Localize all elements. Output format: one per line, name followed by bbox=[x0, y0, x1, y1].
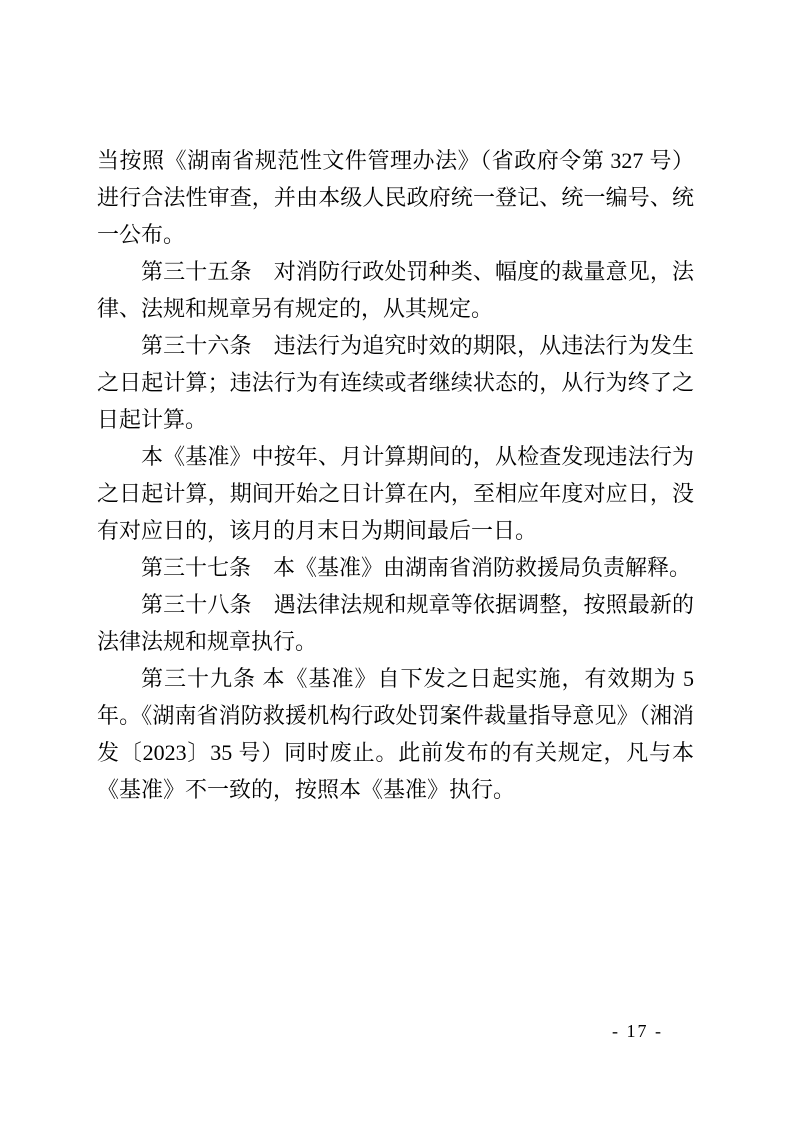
paragraph: 第三十六条 违法行为追究时效的期限，从违法行为发生之日起计算；违法行为有连续或者继续状态的，从行为终了之日起计算。 bbox=[97, 333, 694, 432]
document-body bbox=[97, 142, 694, 808]
paragraph: 第三十五条 对消防行政处罚种类、幅度的裁量意见，法律、法规和规章另有规定的，从其规定。 bbox=[97, 259, 694, 321]
page-number: - 17 - bbox=[612, 1021, 663, 1041]
paragraph: 当按照《湖南省规范性文件管理办法》（省政府令第 327 号）进行合法性审查，并由本级人民政府统一登记、统一编号、统一公布。 bbox=[97, 148, 694, 247]
paragraph: 第三十八条 遇法律法规和规章等依据调整，按照最新的法律法规和规章执行。 bbox=[97, 592, 694, 654]
paragraph: 第三十九条 本《基准》自下发之日起实施，有效期为 5 年。《湖南省消防救援机构行政处罚案件裁量指导意见》（湘消发〔2023〕35 号）同时废止。此前发布的有关规定，凡与本《基准》不一致的，按照本《基准》执行。 bbox=[97, 666, 694, 802]
paragraph: 第三十七条 本《基准》由湖南省消防救援局负责解释。 bbox=[141, 555, 692, 580]
paragraph: 本《基准》中按年、月计算期间的，从检查发现违法行为之日起计算，期间开始之日计算在内，至相应年度对应日，没有对应日的，该月的月末日为期间最后一日。 bbox=[97, 444, 694, 543]
